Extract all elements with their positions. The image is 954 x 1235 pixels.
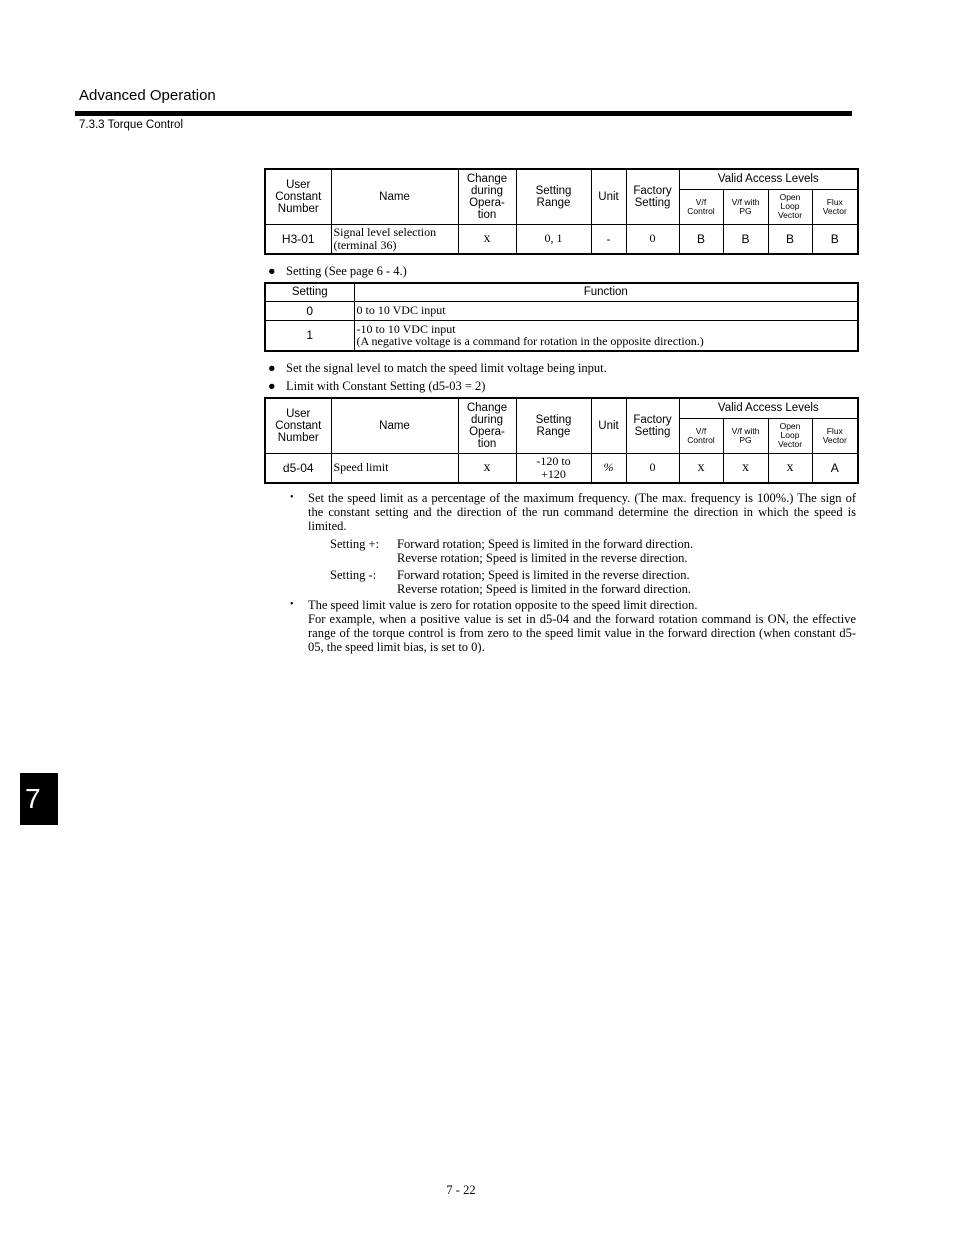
- constant-table-h3-01: [264, 168, 859, 255]
- settings-row-function: 0 to 10 VDC input: [354, 301, 858, 320]
- header-flux-vector: Flux Vector: [812, 189, 858, 224]
- header-change-during-operation: Change during Opera- tion: [458, 169, 516, 224]
- header-valid-access-levels: Valid Access Levels: [679, 169, 858, 189]
- header-flux-vector: Flux Vector: [812, 418, 858, 453]
- function-line: -10 to 10 VDC input: [356, 322, 456, 337]
- header-rule: [75, 111, 852, 116]
- factory-setting: 0: [626, 453, 679, 483]
- setting-minus-line: Reverse rotation; Speed is limited in the forward direction.: [397, 582, 692, 596]
- constant-name: Speed limit: [331, 453, 458, 483]
- settings-row-setting: 1: [265, 320, 354, 351]
- header-name: Name: [331, 169, 458, 224]
- access-vf-with-pg: x: [723, 453, 768, 483]
- page-header-title: Advanced Operation: [79, 87, 216, 104]
- access-vf-with-pg: B: [723, 224, 768, 254]
- access-vf-control: x: [679, 453, 723, 483]
- setting-minus-line: Forward rotation; Speed is limited in the reverse direction.: [397, 568, 690, 582]
- setting-plus-line: Forward rotation; Speed is limited in the forward direction.: [397, 537, 694, 551]
- change-during-operation: x: [458, 224, 516, 254]
- change-during-operation: x: [458, 453, 516, 483]
- settings-header-setting: Setting: [265, 283, 354, 301]
- access-vf-control: B: [679, 224, 723, 254]
- setting-plus-line: Reverse rotation; Speed is limited in the reverse direction.: [397, 551, 688, 565]
- header-factory-setting: Factory Setting: [626, 169, 679, 224]
- chapter-tab: 7: [20, 773, 58, 825]
- note-text: The speed limit value is zero for rotation opposite to the speed limit direction.: [308, 598, 698, 612]
- bullet-dot: ●: [268, 379, 276, 393]
- header-vf-with-pg: V/f with PG: [723, 418, 768, 453]
- constant-number: H3-01: [265, 224, 331, 254]
- note-text: Set the speed limit as a percentage of the maximum frequency. (The max. frequency is 100%.) The sign of the constant setting and the direction of the run command determine the direction in which the speed is limited.: [308, 491, 856, 533]
- header-change-during-operation: Change during Opera- tion: [458, 398, 516, 453]
- header-unit: Unit: [591, 398, 626, 453]
- bullet-text: Set the signal level to match the speed limit voltage being input.: [286, 361, 607, 375]
- header-open-loop-vector: Open Loop Vector: [768, 189, 812, 224]
- bullet-dot: ●: [268, 264, 276, 278]
- setting-minus-label: Setting -:: [330, 568, 377, 582]
- header-factory-setting: Factory Setting: [626, 398, 679, 453]
- bullet-dot: •: [290, 599, 294, 610]
- factory-setting: 0: [626, 224, 679, 254]
- header-setting-range: Setting Range: [516, 398, 591, 453]
- setting-plus-label: Setting +:: [330, 537, 380, 551]
- settings-header-function: Function: [354, 283, 858, 301]
- setting-range: -120 to +120: [516, 453, 591, 483]
- settings-row-setting: 0: [265, 301, 354, 320]
- settings-table: [264, 282, 859, 352]
- constant-table-d5-04: [264, 397, 859, 484]
- header-open-loop-vector: Open Loop Vector: [768, 418, 812, 453]
- header-vf-control: V/f Control: [679, 418, 723, 453]
- bullet-dot: ●: [268, 361, 276, 375]
- constant-number: d5-04: [265, 453, 331, 483]
- bullet-dot: •: [290, 492, 294, 503]
- access-open-loop-vector: x: [768, 453, 812, 483]
- header-user-constant-number: User Constant Number: [265, 398, 331, 453]
- function-line: (A negative voltage is a command for rotation in the opposite direction.): [356, 334, 704, 349]
- access-flux-vector: B: [812, 224, 858, 254]
- unit: -: [591, 224, 626, 254]
- page-number: 7 - 22: [446, 1183, 476, 1197]
- header-name: Name: [331, 398, 458, 453]
- bullet-text: Setting (See page 6 - 4.): [286, 264, 407, 278]
- header-setting-range: Setting Range: [516, 169, 591, 224]
- unit: %: [591, 453, 626, 483]
- header-unit: Unit: [591, 169, 626, 224]
- header-valid-access-levels: Valid Access Levels: [679, 398, 858, 418]
- header-vf-with-pg: V/f with PG: [723, 189, 768, 224]
- bullet-text: Limit with Constant Setting (d5-03 = 2): [286, 379, 486, 393]
- header-vf-control: V/f Control: [679, 189, 723, 224]
- section-label: 7.3.3 Torque Control: [79, 119, 183, 131]
- header-user-constant-number: User Constant Number: [265, 169, 331, 224]
- settings-row-function: [354, 320, 858, 351]
- constant-name: Signal level selection (terminal 36): [331, 224, 458, 254]
- access-open-loop-vector: B: [768, 224, 812, 254]
- note-text: For example, when a positive value is set in d5-04 and the forward rotation command is ON, the effective range of the torque control is from zero to the speed limit value in the forward direction (when constant d5-05, the speed limit bias, is set to 0).: [308, 612, 856, 654]
- access-flux-vector: A: [812, 453, 858, 483]
- setting-range: 0, 1: [516, 224, 591, 254]
